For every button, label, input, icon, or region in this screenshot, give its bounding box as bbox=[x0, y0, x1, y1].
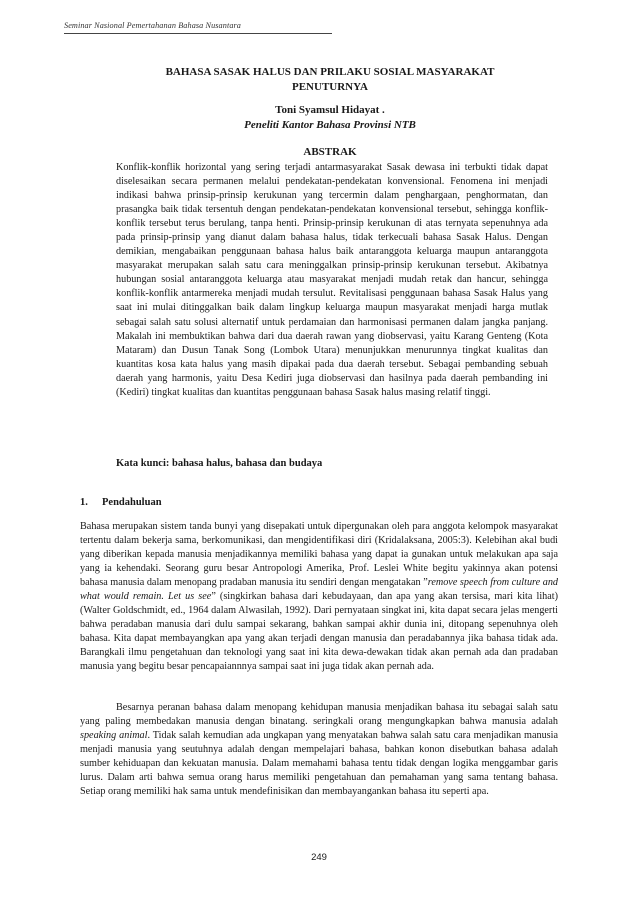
page-number: 249 bbox=[311, 852, 327, 863]
section-heading bbox=[80, 496, 560, 510]
author-name: Toni Syamsul Hidayat . bbox=[275, 104, 385, 116]
keywords: Kata kunci: bahasa halus, bahasa dan budaya bbox=[116, 458, 323, 469]
running-head: Seminar Nasional Pemertahanan Bahasa Nusantara bbox=[64, 21, 241, 30]
paper-title bbox=[120, 65, 540, 95]
p1-text-a: Bahasa merupakan sistem tanda bunyi yang disepakati untuk dipergunakan oleh para anggota kelompok masyarakat tertentu dalam bekerja sama, berkomunikasi, dan mengidentifikasi diri (Kridalaksana, 2005:3). Kelebihan akal budi yang diberikan kepada manusia menjadikannya memiliki bahasa yang dapat ia gunakan untuk melakukan apa saja yang ia kehendaki. Seorang guru besar Antropologi Amerika, Prof. Leslei White begitu yakinnya akan potensi bahasa manusia dalam menopang pradaban manusia itu sendiri dengan mengatakan ” bbox=[80, 521, 558, 589]
abstract-body: Konflik-konflik horizontal yang sering terjadi antarmasyarakat Sasak dewasa ini terbukti tidak dapat diselesaikan secara permanen melalui pendekatan-pendekatan konvensional. Fenomena ini menjadi indikasi bahwa prinsip-prinsip kerukunan yang tercermin dalam penghargaan, penghormatan, dan prasangka baik tidak tersentuh dengan pendekatan-pendekatan konvensional tersebut, sehingga konflik-konflik tersebut terus berulang, tanpa henti. Prinsip-prinsip kerukunan di atas ternyata sepenuhnya ada pada prinsip-prinsip yang dianut dalam bahasa halus, tidak terkecuali bahasa Sasak Halus. Dengan demikian, mengabaikan penggunaan bahasa halus baik antaranggota keluarga maupun antaranggota masyarakat merupakan salah satu cara meninggalkan prinsip-prinsip kerukunan tersebut. Akibatnya hubungan sosial antaranggota keluarga atau masyarakat menjadi mudah retak dan hancur, sehingga konflik-konflik antarmereka menjadi mudah tersulut. Revitalisasi penggunaan bahasa Sasak Halus yang saat ini mulai ditinggalkan baik dalam lingkup keluarga maupun masyarakat menjadi harga mutlak sebagai salah satu solusi alternatif untuk perdamaian dan harmonisasi permanen dalam jangka panjang. Makalah ini membuktikan bahwa dari dua daerah rawan yang diobservasi, yaitu Karang Genteng (Kota Mataram) dan Dusun Tanak Song (Lombok Utara) menunjukkan menurunnya tingkat kualitas dan kuantitas kosa kata halus yang masih dipakai pada dua daerah tersebut. Sebagai pembanding sebuah daerah yang harmonis, yaitu Desa Kediri juga diobservasi dan hasilnya pada daerah pembanding ini (Kediri) tingkat kualitas dan kuantitas penggunaan bahasa Sasak halus masing relatif tinggi. bbox=[116, 162, 548, 398]
p1-quote: remove speech from culture and what would remain. Let us see bbox=[80, 577, 559, 603]
p1-text-b: ” (singkirkan bahasa dari kebudayaan, dan apa yang akan tersisa, mari kita lihat) (Walter Goldschmidt, ed., 1964 dalam Alwasilah, 1992). Dari pernyataan singkat ini, kita dapat secara jelas mengerti bahwa peradaban manusia dari dulu sampai sekarang, bahkan sampai akhir dunia ini, ditopang sepenuhnya oleh bahasa. Kita dapat membayangkan apa yang akan terjadi dengan manusia dan peradabannya jika bahasa tidak ada. Barangkali ilmu pengetahuan dan teknologi yang saat ini kita dewa-dewakan tidak akan pernah ada dan pradaban manusia yang begitu besar pencapaiannnya sampai saat ini juga tidak akan pernah ada. bbox=[80, 591, 558, 673]
p2-text-b: . Tidak salah kemudian ada ungkapan yang menyatakan bahwa salah satu cara menjadikan manusia menjadi manusia yang seutuhnya adalah dengan mempelajari bahasa, bahkan konon disebutkan bahasa adalah sumber kehiduapan dan kekuatan manusia. Dalam memahami bahasa tentu tidak dengan logika menggambar garis lurus. Dalam arti bahwa semua orang harus memiliki pengetahuan dan pemahaman yang sama tentang bahasa. Setiap orang memiliki hak sama untuk mendefinisikan dan membayangankan bahasa itu seperti apa. bbox=[80, 730, 559, 798]
body-paragraph-2 bbox=[80, 701, 558, 799]
author-affiliation: Peneliti Kantor Bahasa Provinsi NTB bbox=[244, 119, 416, 131]
p2-italic-term: speaking animal bbox=[80, 730, 148, 742]
body-paragraph-1 bbox=[80, 520, 558, 675]
header-rule bbox=[64, 33, 332, 34]
p2-text-a: Besarnya peranan bahasa dalam menopang kehidupan manusia menjadikan bahasa itu sebagai salah satu yang paling membedakan manusia dengan binatang. seringkali orang mengungkapkan bahwa manusia adalah bbox=[80, 702, 558, 728]
abstract-heading: ABSTRAK bbox=[303, 146, 357, 158]
section-number: 1. bbox=[80, 497, 88, 508]
title-line-2: PENUTURNYA bbox=[292, 81, 368, 93]
title-line-1: BAHASA SASAK HALUS DAN PRILAKU SOSIAL MASYARAKAT bbox=[165, 66, 495, 78]
section-title: Pendahuluan bbox=[102, 497, 162, 508]
